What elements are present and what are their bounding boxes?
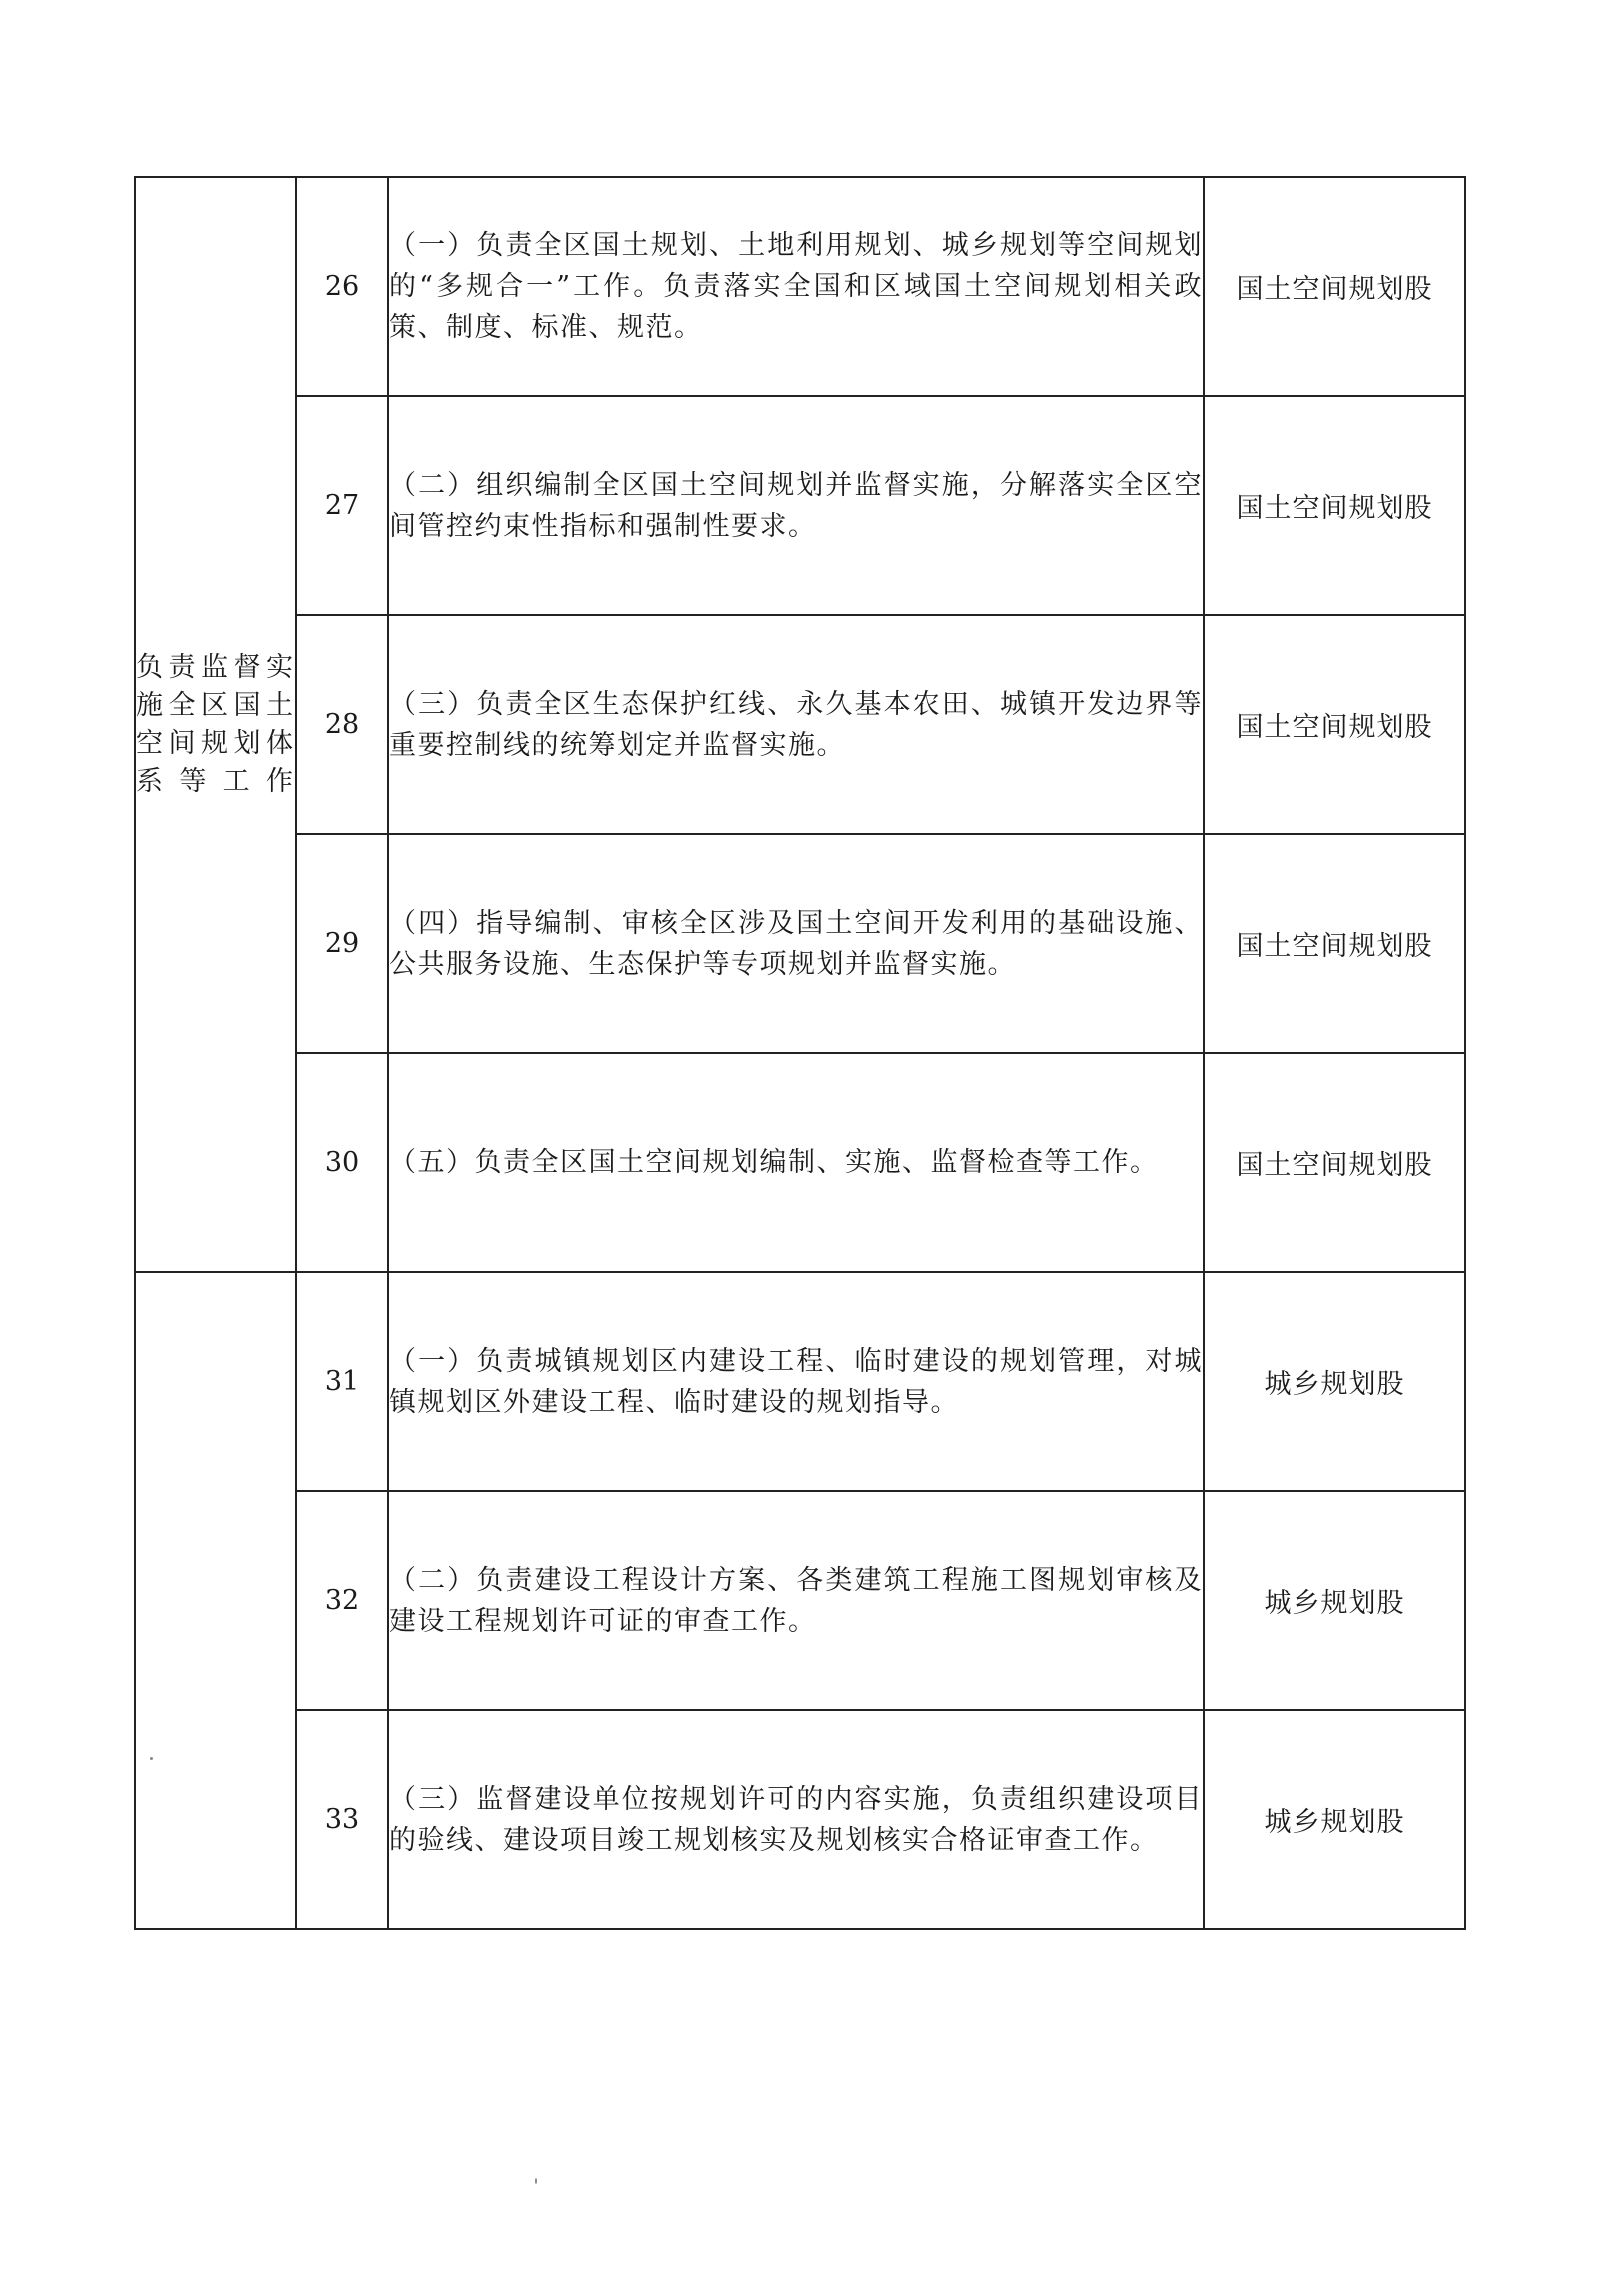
row-number: 27	[296, 396, 388, 615]
duty-description: （二）组织编制全区国土空间规划并监督实施，分解落实全区空间管控约束性指标和强制性要求。	[389, 469, 1203, 542]
responsible-department: 国土空间规划股	[1204, 177, 1465, 396]
row-number: 33	[296, 1710, 388, 1929]
responsible-department: 城乡规划股	[1204, 1491, 1465, 1710]
duty-description-cell	[388, 1053, 1204, 1272]
row-number: 29	[296, 834, 388, 1053]
duty-description-cell	[388, 834, 1204, 1053]
row-number: 26	[296, 177, 388, 396]
duty-description: （一）负责城镇规划区内建设工程、临时建设的规划管理，对城镇规划区外建设工程、临时建设的规划指导。	[389, 1345, 1203, 1418]
duty-description-cell	[388, 396, 1204, 615]
duty-description: （四）指导编制、审核全区涉及国土空间开发利用的基础设施、公共服务设施、生态保护等专项规划并监督实施。	[389, 907, 1203, 980]
responsible-department: 国土空间规划股	[1204, 834, 1465, 1053]
table-row	[135, 834, 1465, 1053]
table-row	[135, 396, 1465, 615]
responsible-department: 国土空间规划股	[1204, 396, 1465, 615]
duty-description-cell	[388, 1710, 1204, 1929]
duty-description: （三）监督建设单位按规划许可的内容实施，负责组织建设项目的验线、建设项目竣工规划核实及规划核实合格证审查工作。	[389, 1783, 1203, 1856]
duty-description-cell	[388, 1272, 1204, 1491]
category-cell	[135, 177, 296, 1272]
table-row	[135, 615, 1465, 834]
responsible-department: 国土空间规划股	[1204, 615, 1465, 834]
responsible-department: 城乡规划股	[1204, 1272, 1465, 1491]
duty-table	[134, 176, 1466, 1930]
row-number: 28	[296, 615, 388, 834]
duty-description: （五）负责全区国土空间规划编制、实施、监督检查等工作。	[389, 1147, 1159, 1178]
duty-description: （二）负责建设工程设计方案、各类建筑工程施工图规划审核及建设工程规划许可证的审查工作。	[389, 1564, 1203, 1637]
row-number: 31	[296, 1272, 388, 1491]
row-number: 30	[296, 1053, 388, 1272]
duty-description-cell	[388, 177, 1204, 396]
scan-speck	[535, 2178, 537, 2184]
responsible-department: 国土空间规划股	[1204, 1053, 1465, 1272]
duty-description-cell	[388, 615, 1204, 834]
category-text: 负责监督实施全区国土空间规划体系等工作	[136, 651, 295, 797]
scan-speck	[150, 1757, 153, 1760]
category-cell	[135, 1272, 296, 1929]
table-row	[135, 177, 1465, 396]
responsible-department: 城乡规划股	[1204, 1710, 1465, 1929]
duty-description: （一）负责全区国土规划、土地利用规划、城乡规划等空间规划的“多规合一”工作。负责落实全国和区域国土空间规划相关政策、制度、标准、规范。	[389, 230, 1203, 343]
table-row	[135, 1272, 1465, 1491]
duty-description-cell	[388, 1491, 1204, 1710]
table-row	[135, 1491, 1465, 1710]
duty-description: （三）负责全区生态保护红线、永久基本农田、城镇开发边界等重要控制线的统筹划定并监督实施。	[389, 688, 1203, 761]
table-row	[135, 1710, 1465, 1929]
row-number: 32	[296, 1491, 388, 1710]
table-row	[135, 1053, 1465, 1272]
